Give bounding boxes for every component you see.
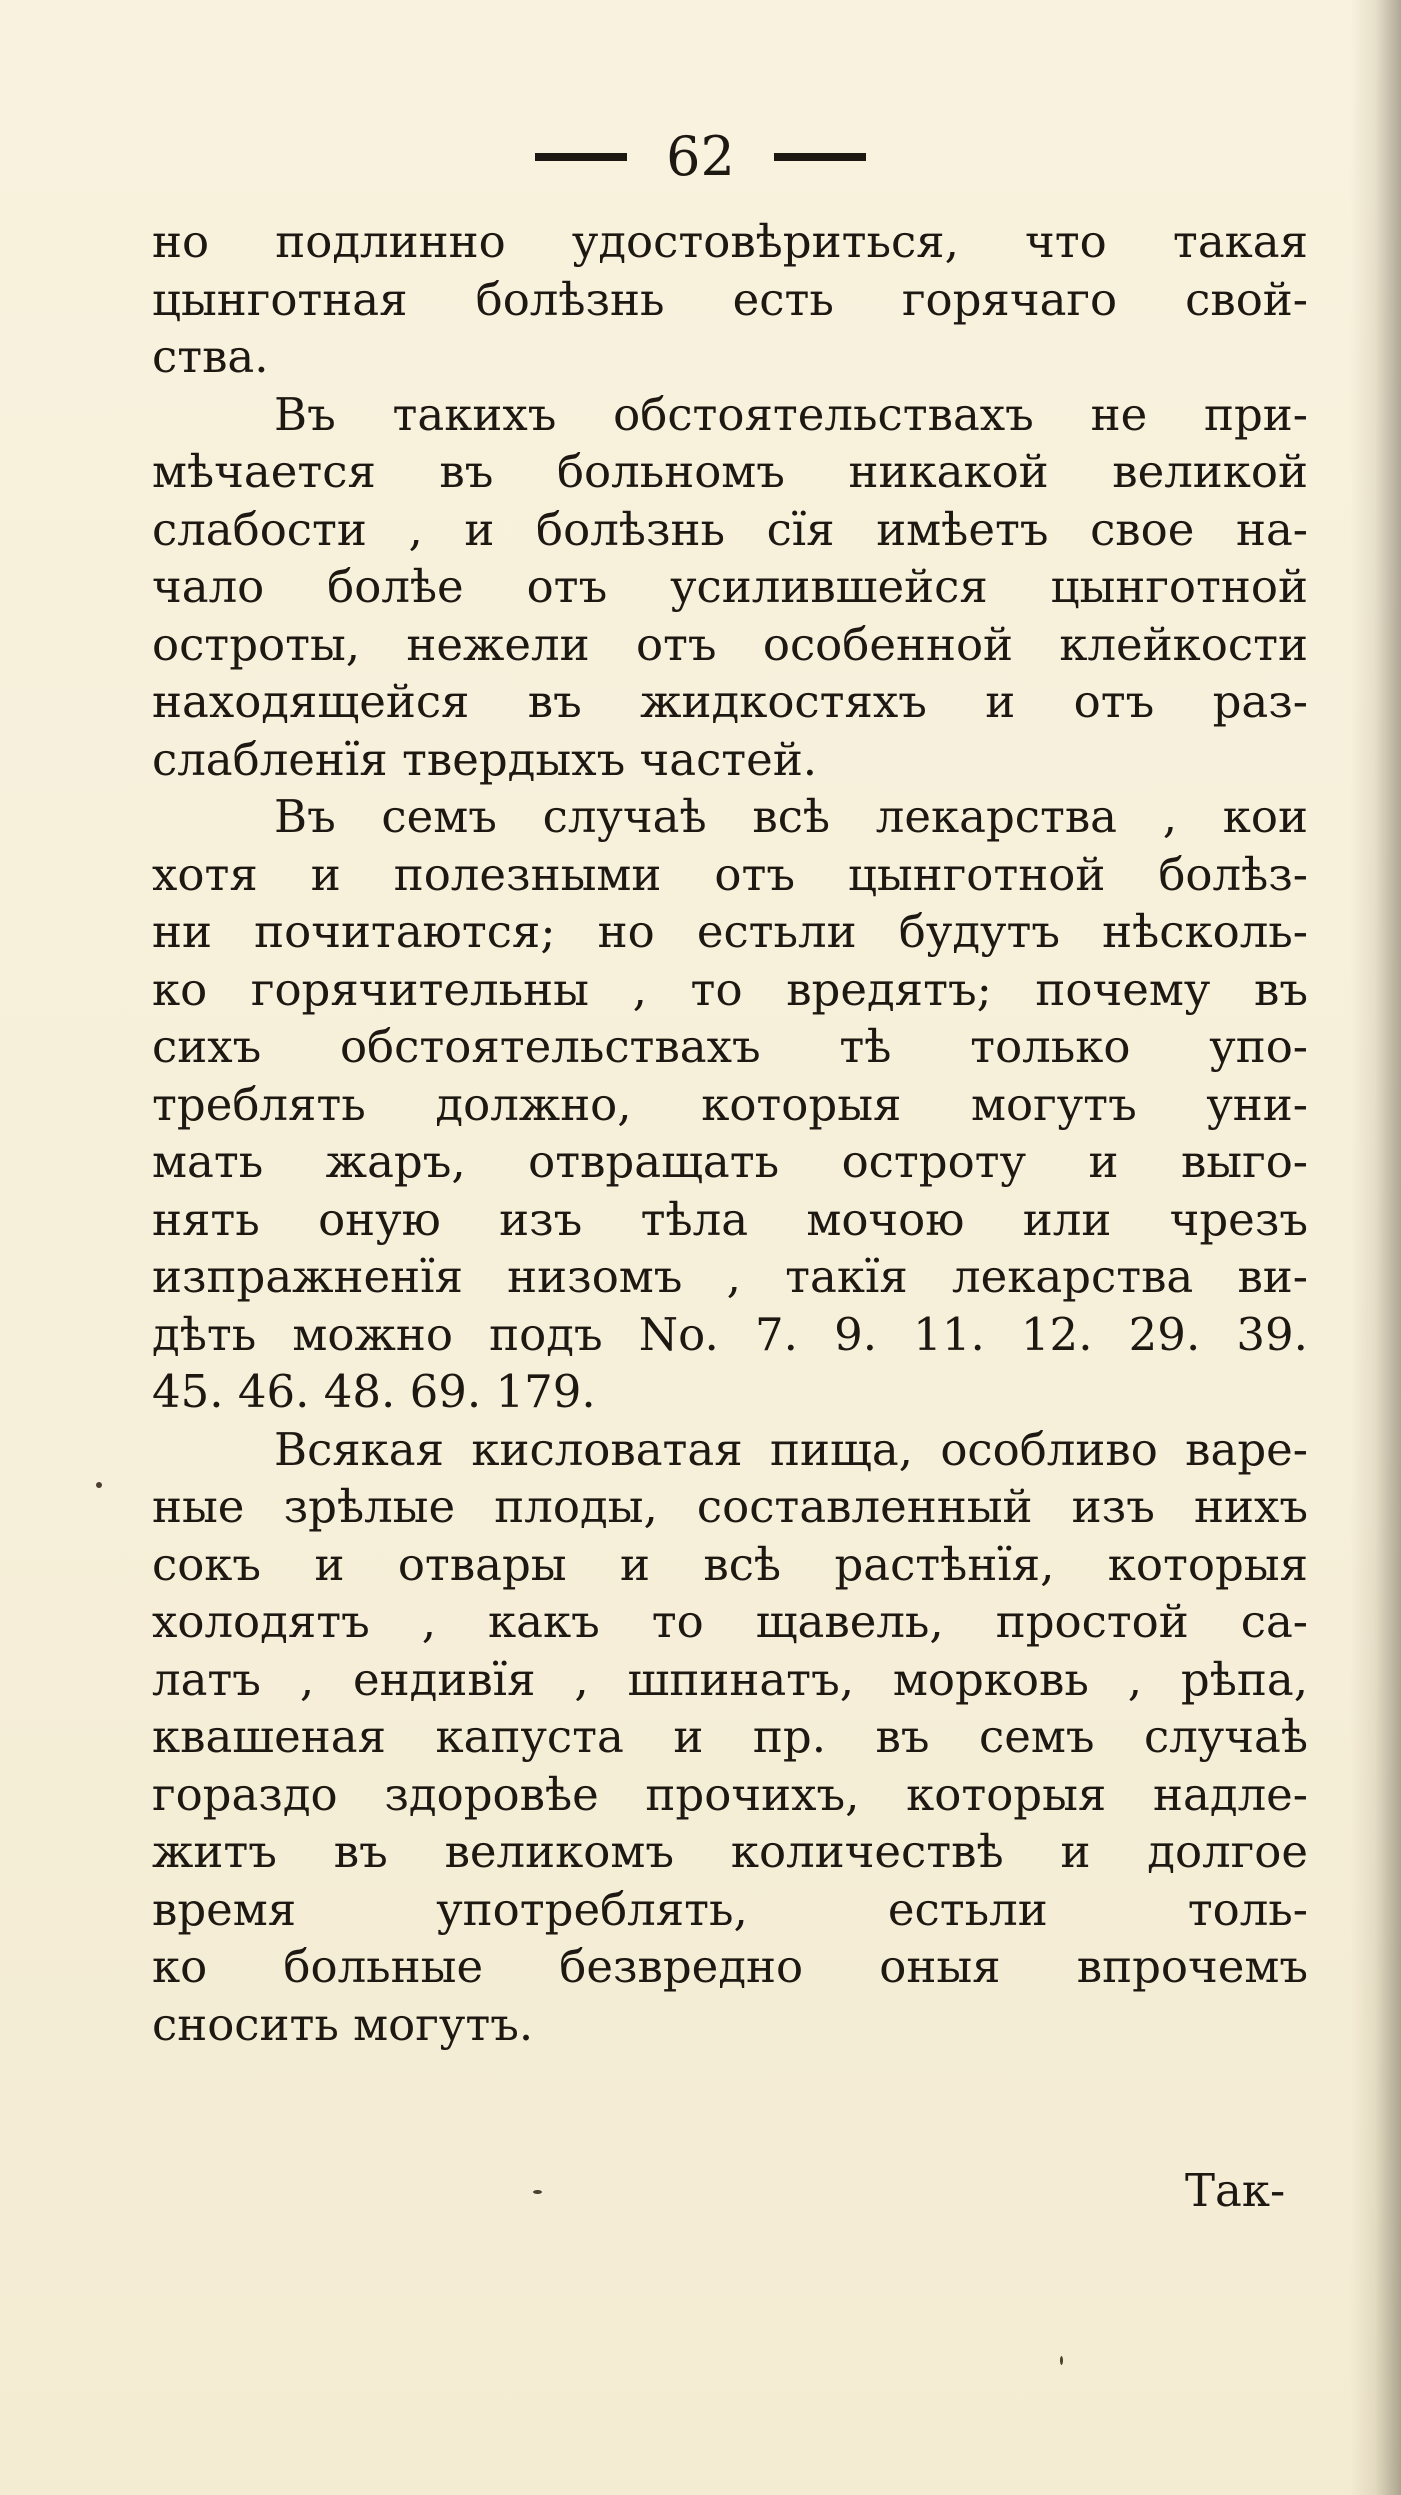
- text-line: чало болѣе отъ усилившейся цынготной: [152, 560, 1308, 613]
- text-line: Въ семъ случаѣ всѣ лекарства , кои: [274, 790, 1308, 843]
- text-line: слабости , и болѣзнь сїя имѣетъ свое на-: [152, 502, 1308, 556]
- page-header: [0, 118, 1401, 192]
- text-line: ства.: [152, 330, 269, 383]
- ink-speck: [96, 1482, 102, 1488]
- text-line: находящейся въ жидкостяхъ и отъ раз-: [152, 675, 1308, 728]
- text-line: сносить могутъ.: [152, 1997, 534, 2051]
- text-line: ные зрѣлые плоды, составленный изъ нихъ: [152, 1480, 1308, 1533]
- text-line: время употреблять, естьли толь-: [152, 1882, 1308, 1936]
- text-line: сихъ обстоятельствахъ тѣ только упо-: [152, 1020, 1308, 1073]
- text-line: но подлинно удостовѣриться, что такая: [152, 215, 1308, 268]
- text-line: треблять должно, которыя могутъ уни-: [152, 1077, 1308, 1131]
- text-line: слабленїя твердыхъ частей.: [152, 732, 818, 786]
- ink-speck: [1060, 2356, 1063, 2365]
- text-line: хотя и полезными отъ цынготной болѣз-: [152, 847, 1308, 901]
- page-number: 62: [666, 125, 735, 188]
- text-line: латъ , ендивїя , шпинатъ, морковь , рѣпа,: [152, 1652, 1308, 1706]
- text-line: гораздо здоровѣе прочихъ, которыя надле-: [152, 1767, 1308, 1821]
- text-line: дѣть можно подъ No. 7. 9. 11. 12. 29. 39.: [152, 1307, 1308, 1361]
- text-line: нять оную изъ тѣла мочою или чрезъ: [152, 1192, 1308, 1246]
- text-line: ко больные безвредно оныя впрочемъ: [152, 1940, 1308, 1993]
- text-line: изпражненїя низомъ , такїя лекарства ви-: [152, 1250, 1308, 1303]
- text-line: 45. 46. 48. 69. 179.: [152, 1365, 596, 1418]
- text-line: мѣчается въ больномъ никакой великой: [152, 445, 1308, 498]
- page-body-text: [152, 213, 1308, 2053]
- text-line: житъ въ великомъ количествѣ и долгое: [152, 1825, 1308, 1878]
- text-line: Въ такихъ обстоятельствахъ не при-: [274, 387, 1308, 441]
- text-line: мать жаръ, отвращать остроту и выго-: [152, 1135, 1308, 1188]
- header-dash-left: [535, 153, 627, 161]
- text-line: цынготная болѣзнь есть горячаго свой-: [152, 272, 1308, 326]
- text-line: ко горячительны , то вредятъ; почему въ: [152, 962, 1308, 1016]
- catchword: Так-: [1185, 2164, 1286, 2217]
- header-dash-right: [774, 153, 866, 161]
- text-line: квашеная капуста и пр. въ семъ случаѣ: [152, 1710, 1308, 1763]
- text-line: остроты, нежели отъ особенной клейкости: [152, 617, 1308, 671]
- text-line: Всякая кисловатая пища, особливо варе-: [274, 1422, 1308, 1476]
- text-line: ни почитаются; но естьли будутъ нѣсколь-: [152, 905, 1308, 958]
- ink-speck: [533, 2190, 542, 2194]
- text-line: холодятъ , какъ то щавель, простой са-: [152, 1595, 1308, 1648]
- text-line: сокъ и отвары и всѣ растѣнїя, которыя: [152, 1537, 1308, 1591]
